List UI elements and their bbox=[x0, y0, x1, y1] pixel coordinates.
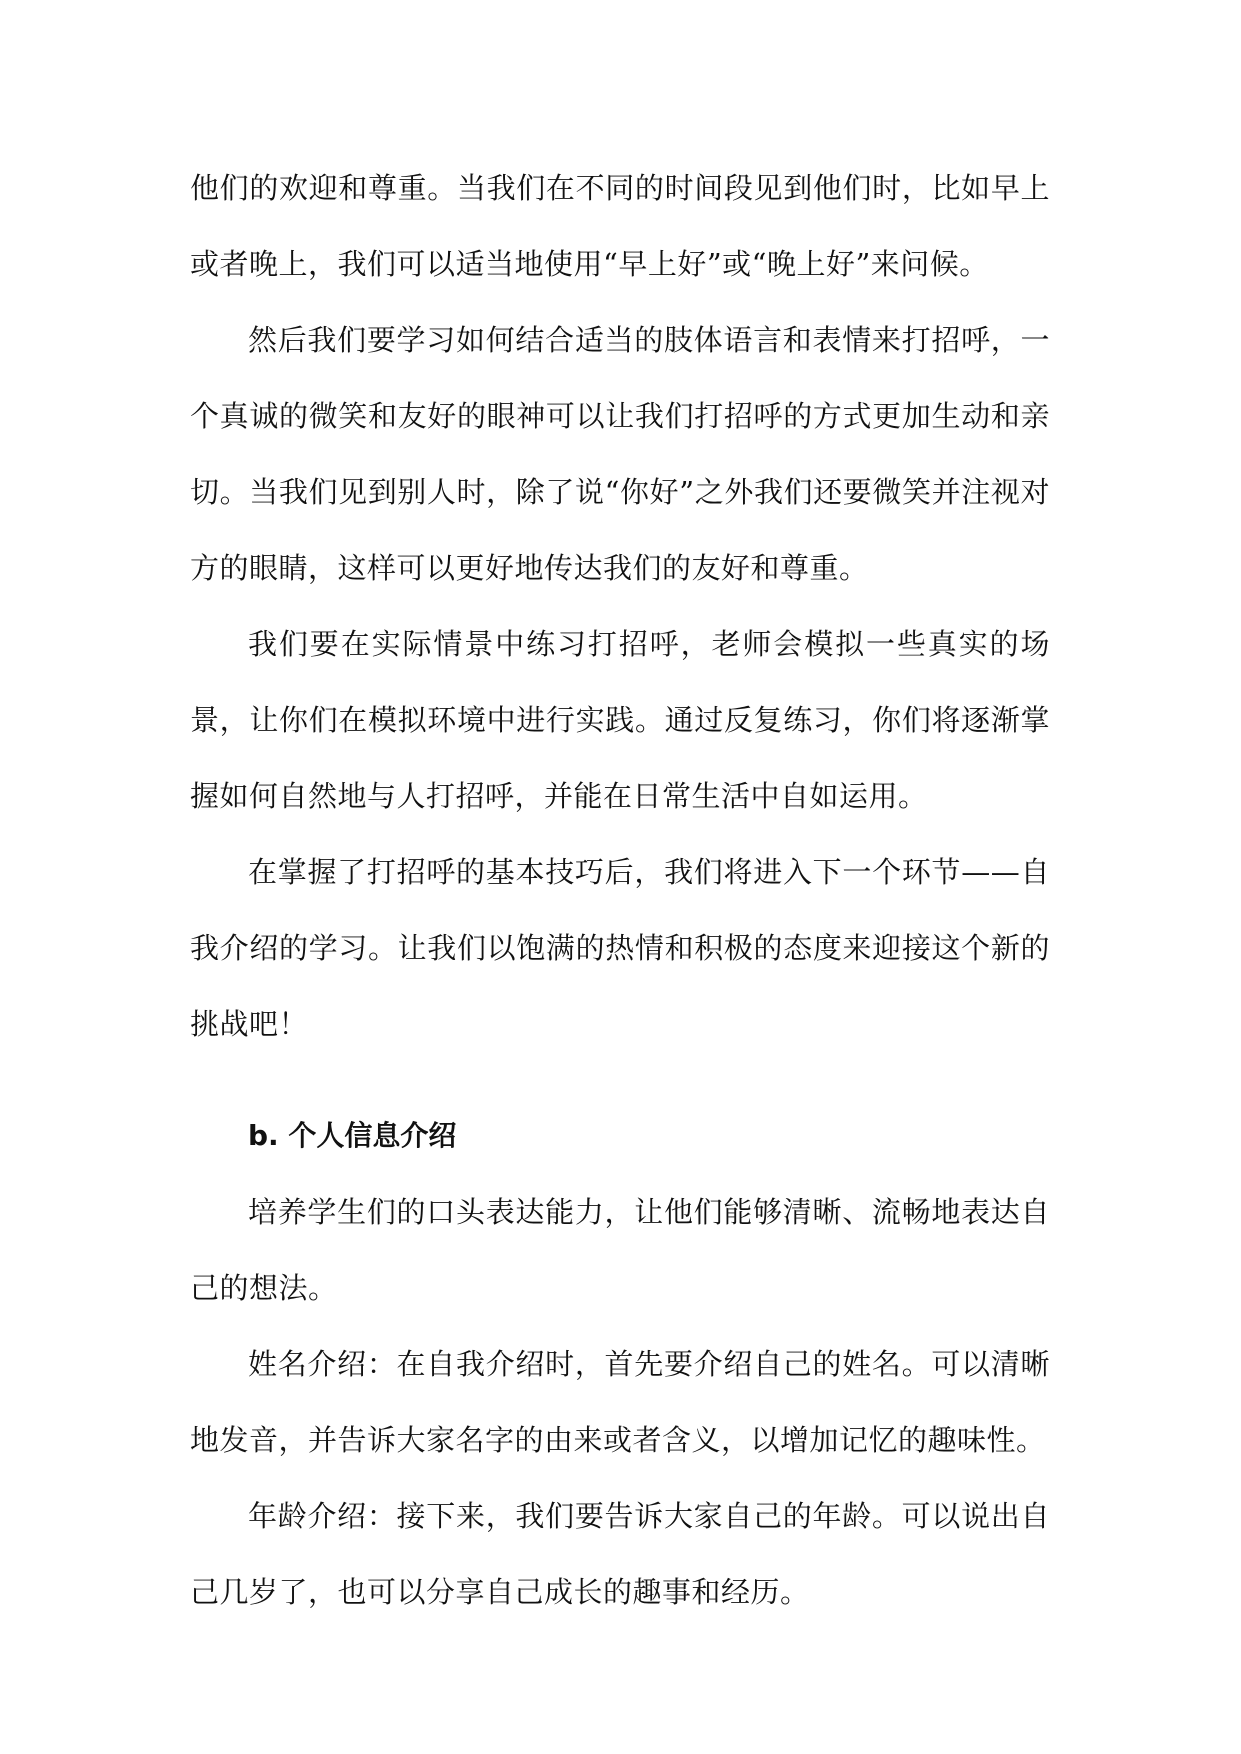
paragraph-practice: 我们要在实际情景中练习打招呼，老师会模拟一些真实的场景，让你们在模拟环境中进行实践。通过反复练习，你们将逐渐掌握如何自然地与人打招呼，并能在日常生活中自如运用。 bbox=[190, 627, 1050, 813]
section-heading: b. 个人信息介绍 bbox=[248, 1119, 457, 1152]
paragraph-expression-goal: 培养学生们的口头表达能力，让他们能够清晰、流畅地表达自己的想法。 bbox=[190, 1195, 1050, 1305]
paragraph-greeting-time: 他们的欢迎和尊重。当我们在不同的时间段见到他们时，比如早上或者晚上，我们可以适当地使用“早上好”或“晚上好”来问候。 bbox=[190, 171, 1050, 281]
paragraph-body-language: 然后我们要学习如何结合适当的肢体语言和表情来打招呼，一个真诚的微笑和友好的眼神可以让我们打招呼的方式更加生动和亲切。当我们见到别人时，除了说“你好”之外我们还要微笑并注视对方的眼睛，这样可以更好地传达我们的友好和尊重。 bbox=[190, 323, 1050, 585]
paragraph-transition: 在掌握了打招呼的基本技巧后，我们将进入下一个环节——自我介绍的学习。让我们以饱满的热情和积极的态度来迎接这个新的挑战吧！ bbox=[190, 855, 1050, 1041]
paragraph-age-intro: 年龄介绍：接下来，我们要告诉大家自己的年龄。可以说出自己几岁了，也可以分享自己成长的趣事和经历。 bbox=[190, 1499, 1050, 1609]
paragraph-name-intro: 姓名介绍：在自我介绍时，首先要介绍自己的姓名。可以清晰地发音，并告诉大家名字的由来或者含义，以增加记忆的趣味性。 bbox=[190, 1347, 1050, 1457]
document-body bbox=[190, 150, 1050, 1630]
